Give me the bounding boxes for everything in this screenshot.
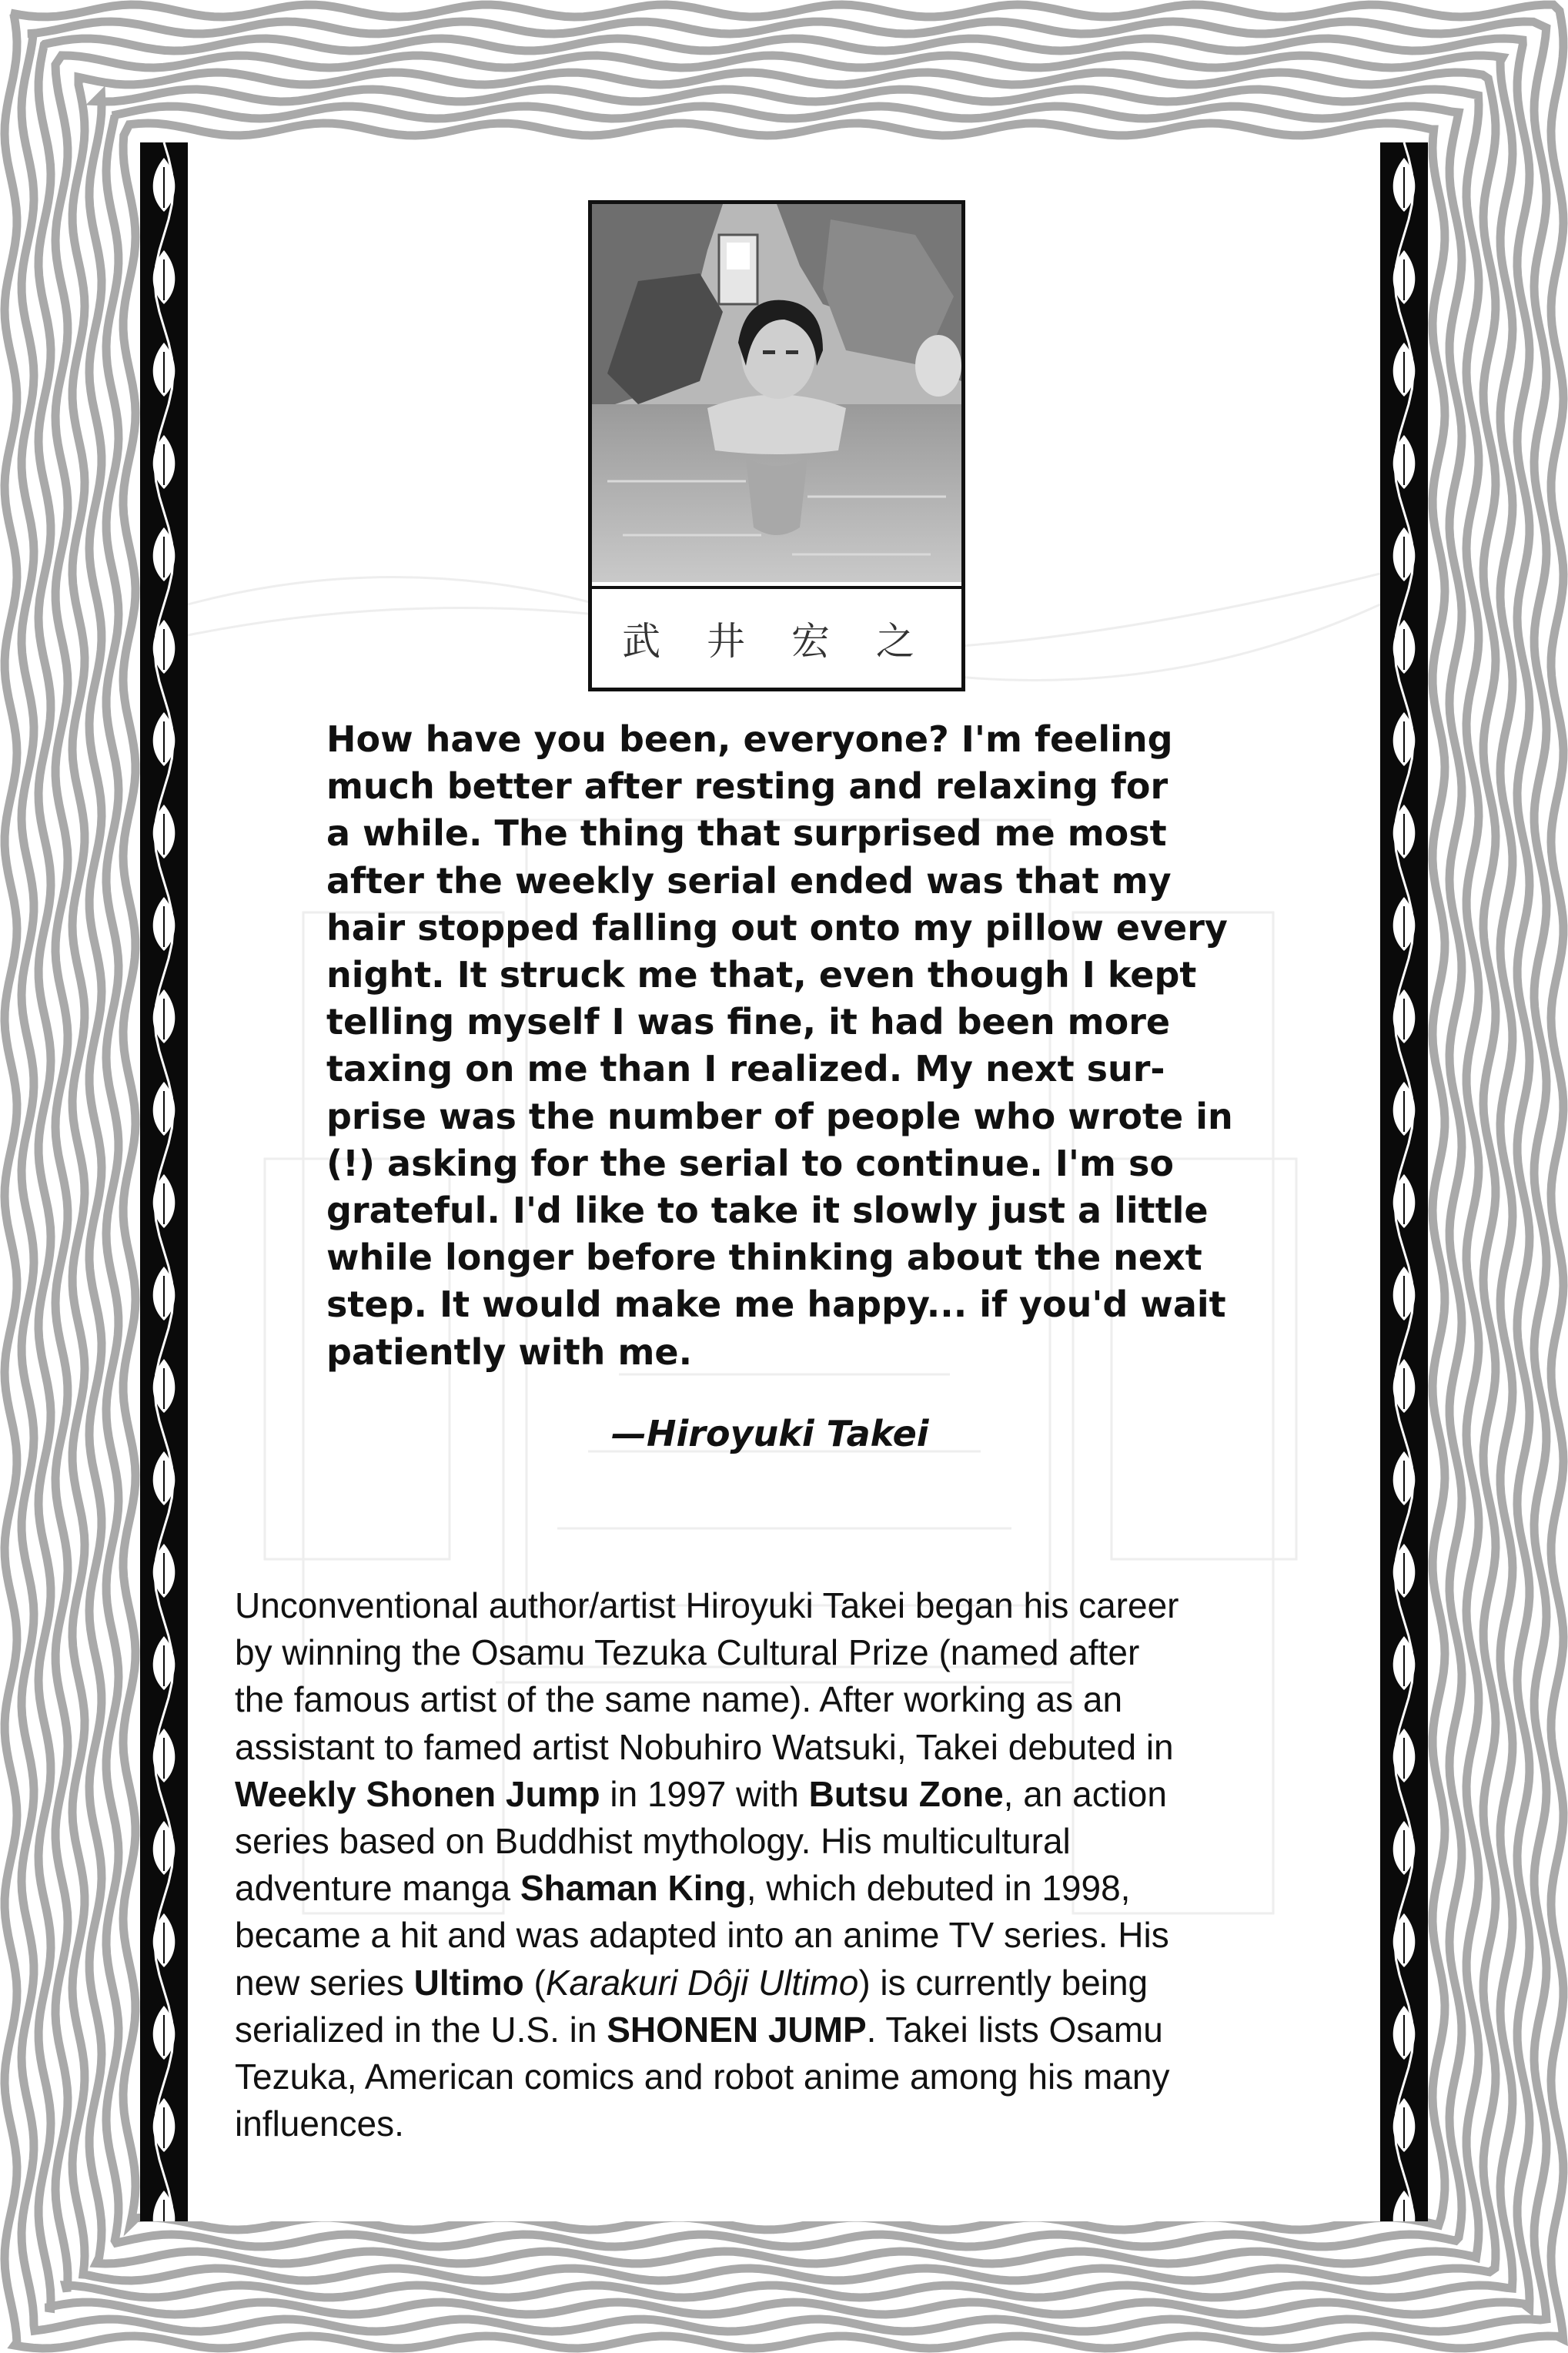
author-name-japanese: 武 井 宏 之	[592, 586, 961, 688]
left-vine-border	[140, 142, 188, 2221]
author-signature: —Hiroyuki Takei	[611, 1413, 929, 1454]
title-shaman-king: Shaman King	[520, 1868, 747, 1909]
bio-text: , an action	[1003, 1773, 1167, 1814]
bio-text: , which debuted in 1998,	[746, 1868, 1131, 1909]
bio-line: influences.	[235, 2104, 404, 2144]
bio-line: became a hit and was adapted into an anime TV series. His	[235, 1915, 1169, 1956]
author-photo-frame	[588, 200, 965, 691]
title-weekly-shonen-jump: Weekly Shonen Jump	[235, 1773, 600, 1814]
bio-line: by winning the Osamu Tezuka Cultural Prize (named after	[235, 1632, 1140, 1673]
message-line: much better after resting and relaxing for	[326, 765, 1168, 808]
message-line: step. It would make me happy... if you'd wait	[326, 1284, 1226, 1326]
message-line: hair stopped falling out onto my pillow every	[326, 906, 1228, 949]
bio-text: serialized in the U.S. in	[235, 2009, 607, 2050]
message-line: after the weekly serial ended was that my	[326, 859, 1172, 902]
bio-line: Tezuka, American comics and robot anime among his many	[235, 2057, 1170, 2097]
bio-text: ) is currently being	[858, 1962, 1148, 2003]
bio-text: . Takei lists Osamu	[866, 2009, 1163, 2050]
title-ultimo: Ultimo	[413, 1962, 524, 2003]
bio-line: Unconventional author/artist Hiroyuki Takei began his career	[235, 1585, 1179, 1625]
author-biography	[235, 1582, 1366, 2147]
message-line: telling myself I was fine, it had been more	[326, 1001, 1171, 1043]
bio-text: adventure manga	[235, 1868, 520, 1909]
bio-line: series based on Buddhist mythology. His multicultural	[235, 1821, 1071, 1862]
author-message	[326, 716, 1265, 1376]
message-line: How have you been, everyone? I'm feeling	[326, 718, 1173, 760]
bio-line	[235, 2007, 1366, 2053]
message-line: taxing on me than I realized. My next sur-	[326, 1048, 1165, 1090]
author-photo	[592, 204, 961, 582]
message-line: while longer before thinking about the next	[326, 1237, 1202, 1279]
bio-line: assistant to famed artist Nobuhiro Watsuki, Takei debuted in	[235, 1726, 1174, 1767]
content-panel	[188, 142, 1380, 2221]
message-line: (!) asking for the serial to continue. I'm so	[326, 1142, 1174, 1184]
message-line: prise was the number of people who wrote in	[326, 1095, 1233, 1137]
bio-line	[235, 1960, 1366, 2007]
title-butsu-zone: Butsu Zone	[808, 1773, 1004, 1814]
message-line: a while. The thing that surprised me most	[326, 812, 1167, 855]
bio-text: in 1997 with	[600, 1773, 809, 1814]
bio-text: (	[523, 1962, 546, 2003]
bio-line	[235, 1771, 1366, 1818]
bio-line: the famous artist of the same name). After working as an	[235, 1679, 1123, 1720]
bio-line	[235, 1865, 1366, 1912]
message-line: patiently with me.	[326, 1330, 693, 1373]
title-karakuri-doji-ultimo: Karakuri Dôji Ultimo	[545, 1962, 859, 2003]
message-line: night. It struck me that, even though I kept	[326, 954, 1197, 996]
right-vine-border	[1380, 142, 1428, 2221]
title-shonen-jump: SHONEN JUMP	[607, 2009, 867, 2050]
message-line: grateful. I'd like to take it slowly just a little	[326, 1190, 1209, 1232]
bio-text: new series	[235, 1962, 414, 2003]
